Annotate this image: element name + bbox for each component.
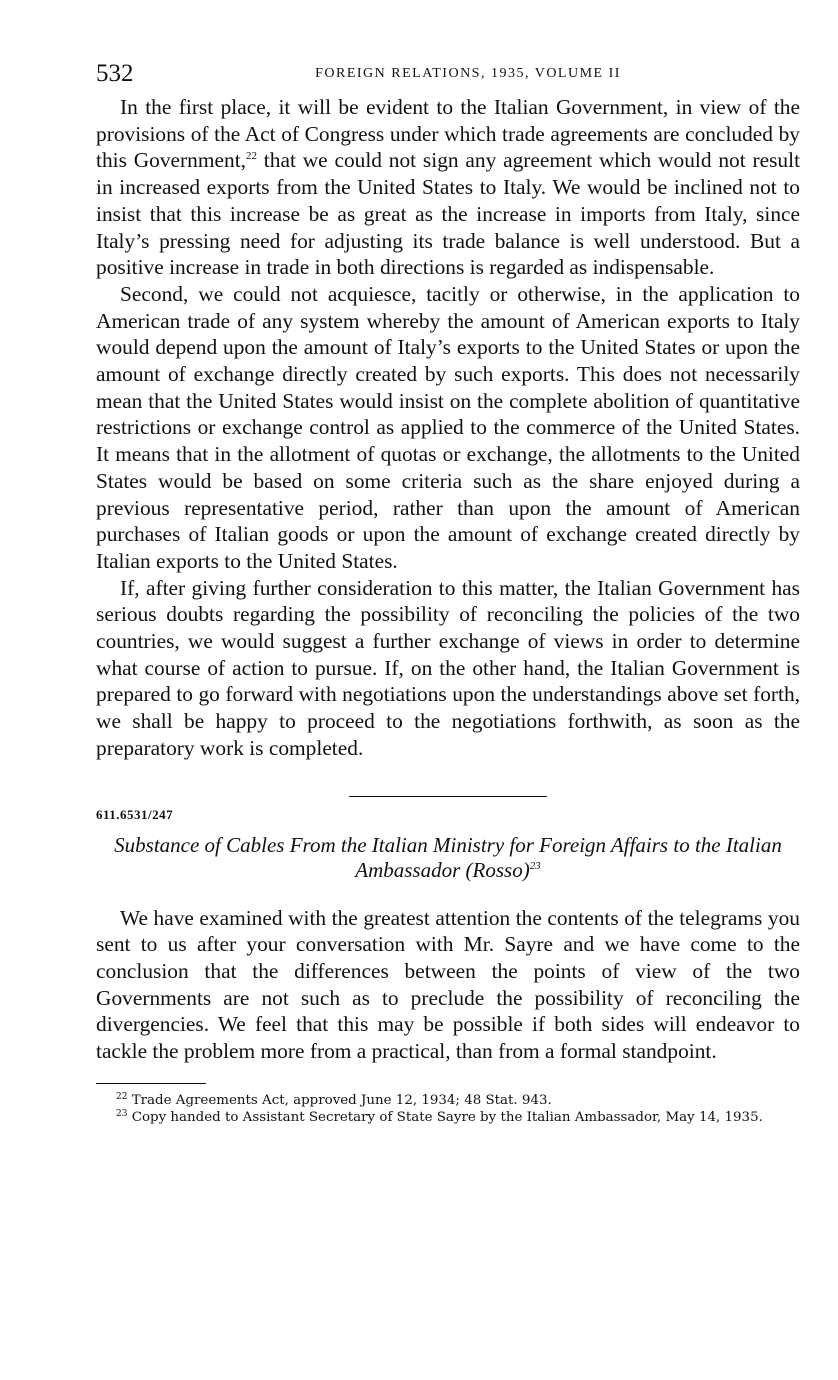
footnote-text: Copy handed to Assistant Secretary of State Sayre by the Italian Ambassador, May 14, 1935. xyxy=(131,1110,763,1126)
paragraph-text: In the first place, it will be evident to the Italian Government, in view of the provisions of the Act of Congress under which trade agreements are concluded by this Government, xyxy=(96,95,800,173)
paragraph-examined: We have examined with the greatest attention the contents of the telegrams you sent to us after your conversation with Mr. Sayre and we have come to the conclusion that the differences between the points of view of the two Governments are not such as to preclude the possibility of reconciling the divergencies. We feel that this may be possible if both sides will endeavor to tackle the problem more from a practical, than from a formal standpoint. xyxy=(96,905,800,1064)
footnote-23 xyxy=(96,1109,800,1127)
section-divider xyxy=(349,796,547,797)
title-text-end: ) xyxy=(522,857,530,882)
paragraph-text: that we could not sign any agreement which would not result in increased exports from the United States to Italy. We would be inclined not to insist that this increase be as great as the increase in imports from Italy, since Italy’s pressing need for adjusting its trade balance is well understood. But a positive increase in trade in both directions is regarded as indispensable. xyxy=(96,148,801,280)
file-number: 611.6531/247 xyxy=(96,806,174,822)
footnote-mark: 23 xyxy=(116,1109,128,1120)
paragraph-second: Second, we could not acquiesce, tacitly or otherwise, in the application to American trade of any system whereby the amount of American exports to Italy would depend upon the amount of Italy’s exports to the United States or upon the amount of exchange directly created by such exports. This does not necessarily mean that the United States would insist on the complete abolition of quantitative restrictions or exchange control as applied to the commerce of the United States. It means that in the allotment of quotas or exchange, the allotments to the United States would be based on some criteria such as the share enjoyed during a previous representative period, rather than upon the amount of American purchases of Italian goods or upon the amount of exchange created directly by Italian exports to the United States. xyxy=(96,281,800,573)
footnote-text: Trade Agreements Act, approved June 12, 1934; 48 Stat. 943. xyxy=(131,1092,552,1108)
paragraph-first-place xyxy=(96,94,800,281)
title-text: Substance of Cables From the Italian Ministry for Foreign Affairs to the Italian Ambassador ( xyxy=(114,832,782,882)
footnote-ref-22: 22 xyxy=(246,150,257,163)
title-name: Rosso xyxy=(472,857,523,882)
running-title: FOREIGN RELATIONS, 1935, VOLUME II xyxy=(315,66,621,81)
footnote-22 xyxy=(96,1092,800,1110)
footnotes xyxy=(96,1092,800,1127)
footnote-ref-23: 23 xyxy=(529,859,541,872)
footnote-mark: 22 xyxy=(116,1091,128,1102)
document-title xyxy=(96,833,800,883)
footnote-divider xyxy=(96,1083,206,1084)
letter-body xyxy=(96,94,800,762)
paragraph-if-after: If, after giving further consideration to this matter, the Italian Government has serious doubts regarding the possibility of reconciling the policies of the two countries, we would suggest a further exchange of views in order to determine what course of action to pursue. If, on the other hand, the Italian Government is prepared to go forward with negotiations upon the understandings above set forth, we shall be happy to proceed to the negotiations forthwith, as soon as the preparatory work is completed. xyxy=(96,575,800,760)
page-number: 532 xyxy=(96,60,134,87)
cable-body xyxy=(96,905,800,1065)
page xyxy=(96,58,800,1127)
page-header xyxy=(96,58,800,94)
